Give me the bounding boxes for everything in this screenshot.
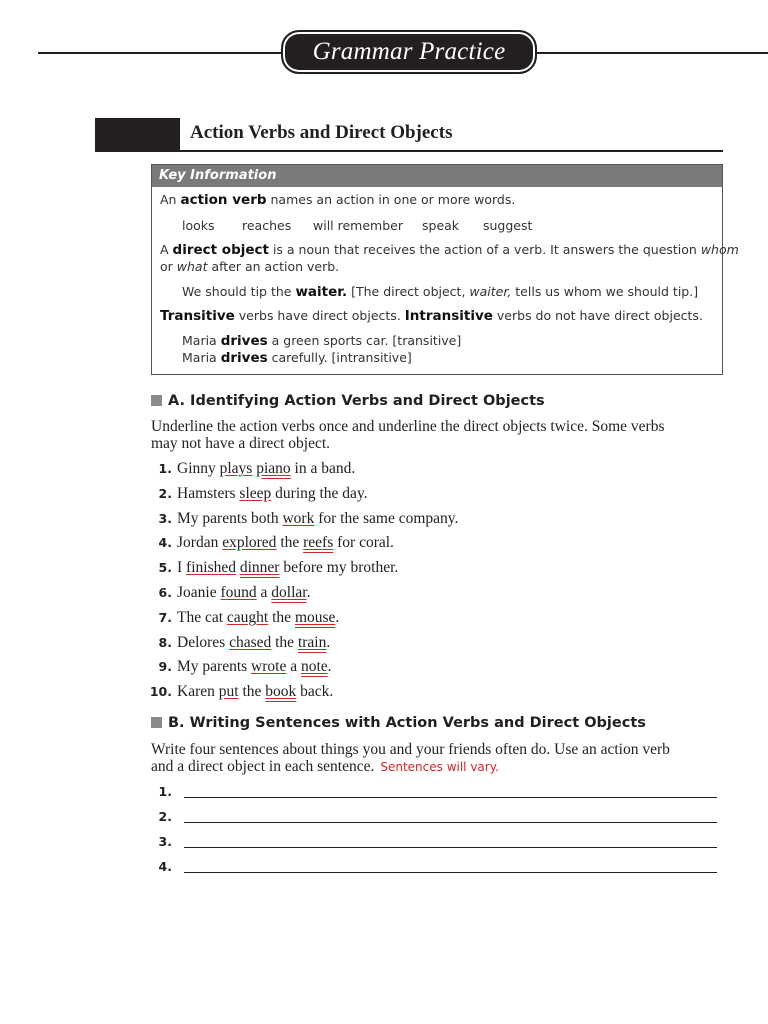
lesson-title: Action Verbs and Direct Objects (190, 122, 453, 143)
direct-object-definition: A direct object is a noun that receives the action of a verb. It answers the question whom (160, 242, 739, 258)
sentence-text: Ginny (177, 460, 220, 477)
direct-object: dollar (271, 584, 307, 601)
sentence-text: My parents (177, 658, 252, 675)
writing-line[interactable] (140, 859, 720, 877)
answer-note: Sentences will vary. (380, 760, 499, 774)
exercise-item (140, 510, 458, 528)
direct-object: reefs (303, 534, 334, 551)
example-verb: reaches (242, 218, 292, 233)
direct-object: note (300, 658, 328, 675)
title-block-decoration (95, 118, 180, 151)
sentence-text: a (256, 584, 272, 601)
sentence-text: Karen (177, 683, 219, 700)
writing-line[interactable] (140, 784, 720, 802)
action-verb: found (220, 584, 257, 601)
sentence-text: I (177, 559, 187, 576)
direct-object: dinner (239, 559, 280, 576)
title-rule (95, 150, 723, 152)
waiter-example: We should tip the waiter. [The direct object, waiter, tells us whom we should tip.] (182, 284, 699, 300)
sentence-text: before my brother. (279, 559, 399, 576)
item-number: 5. (158, 560, 172, 575)
sentence-text: . (327, 658, 332, 675)
sentence-text: a (286, 658, 301, 675)
example-verb: will remember (313, 218, 403, 233)
sentence-text: the (276, 534, 304, 551)
writing-line[interactable] (140, 834, 720, 852)
sentence-text: the (238, 683, 266, 700)
sentence-text: Delores (177, 634, 230, 651)
sentence-text: . (326, 634, 331, 651)
direct-object: mouse (294, 609, 336, 626)
sentence-text: . (306, 584, 311, 601)
item-number: 9. (158, 659, 172, 674)
exercise-item (140, 485, 368, 503)
line-number: 4. (158, 859, 172, 874)
key-information-heading: Key Information (152, 165, 722, 187)
sentence-text: Hamsters (177, 485, 240, 502)
direct-object-term: direct object (172, 242, 269, 258)
action-verb: plays (219, 460, 253, 477)
action-verb: chased (229, 634, 272, 651)
sentence-text: the (268, 609, 295, 626)
item-number: 8. (158, 635, 172, 650)
action-verb: sleep (239, 485, 272, 502)
transitive-definition: Transitive verbs have direct objects. Intransitive verbs do not have direct objects. (160, 308, 703, 324)
writing-line[interactable] (140, 809, 720, 827)
exercise-item (140, 460, 355, 478)
action-verb: wrote (251, 658, 287, 675)
direct-object: book (265, 683, 297, 700)
item-number: 7. (158, 610, 172, 625)
direct-object-definition-cont: or what after an action verb. (160, 259, 340, 274)
maria-example-intransitive: Maria drives carefully. [intransitive] (182, 350, 412, 366)
exercise-item (140, 609, 339, 627)
exercise-item (140, 559, 398, 577)
sentence-text: back. (296, 683, 334, 700)
line-number: 1. (158, 784, 172, 799)
sentence-text: . (335, 609, 340, 626)
exercise-item (140, 534, 394, 552)
sentence-text: the (271, 634, 298, 651)
example-verb: suggest (483, 218, 533, 233)
exercise-item (140, 584, 310, 602)
example-verb: speak (422, 218, 460, 233)
sentence-text: Jordan (177, 534, 223, 551)
line-number: 2. (158, 809, 172, 824)
square-bullet-icon (151, 395, 162, 406)
item-number: 2. (158, 486, 172, 501)
key-information-box (151, 164, 739, 375)
item-number: 6. (158, 585, 172, 600)
item-number: 3. (158, 511, 172, 526)
direct-object: train (297, 634, 327, 651)
action-verb: caught (226, 609, 269, 626)
section-b-heading: B. Writing Sentences with Action Verbs and Direct Objects (151, 715, 646, 731)
item-number: 4. (158, 535, 172, 550)
sentence-text: My parents both (177, 510, 283, 527)
action-verb-term: action verb (180, 192, 267, 208)
item-number: 10. (149, 684, 172, 699)
action-verb: explored (222, 534, 277, 551)
maria-example-transitive: Maria drives a green sports car. [transitive] (182, 333, 462, 349)
sentence-text: Joanie (177, 584, 221, 601)
action-verb: finished (186, 559, 236, 576)
sentence-text: for the same company. (314, 510, 459, 527)
sentence-text: The cat (177, 609, 227, 626)
page-banner: Grammar Practice (281, 30, 537, 74)
square-bullet-icon (151, 717, 162, 728)
action-verb: put (218, 683, 239, 700)
line-number: 3. (158, 834, 172, 849)
exercise-item (140, 634, 330, 652)
action-verb: work (282, 510, 315, 527)
exercise-item (140, 683, 333, 701)
example-verb: looks (182, 218, 215, 233)
sentence-text: in a band. (290, 460, 356, 477)
section-a-heading: A. Identifying Action Verbs and Direct Objects (151, 393, 545, 409)
intransitive-term: Intransitive (404, 308, 493, 324)
action-verb-definition: An action verb names an action in one or more words. (160, 192, 516, 208)
sentence-text: for coral. (333, 534, 394, 551)
direct-object: piano (256, 460, 291, 477)
section-a-instructions: Underline the action verbs once and underline the direct objects twice. Some verbs may not have a direct object. (151, 418, 665, 452)
exercise-item (140, 658, 332, 676)
transitive-term: Transitive (160, 308, 235, 324)
section-b-instructions: Write four sentences about things you and your friends often do. Use an action verb and a direct object in each sentence. Sentences will vary. (151, 741, 670, 775)
sentence-text: during the day. (271, 485, 368, 502)
item-number: 1. (158, 461, 172, 476)
